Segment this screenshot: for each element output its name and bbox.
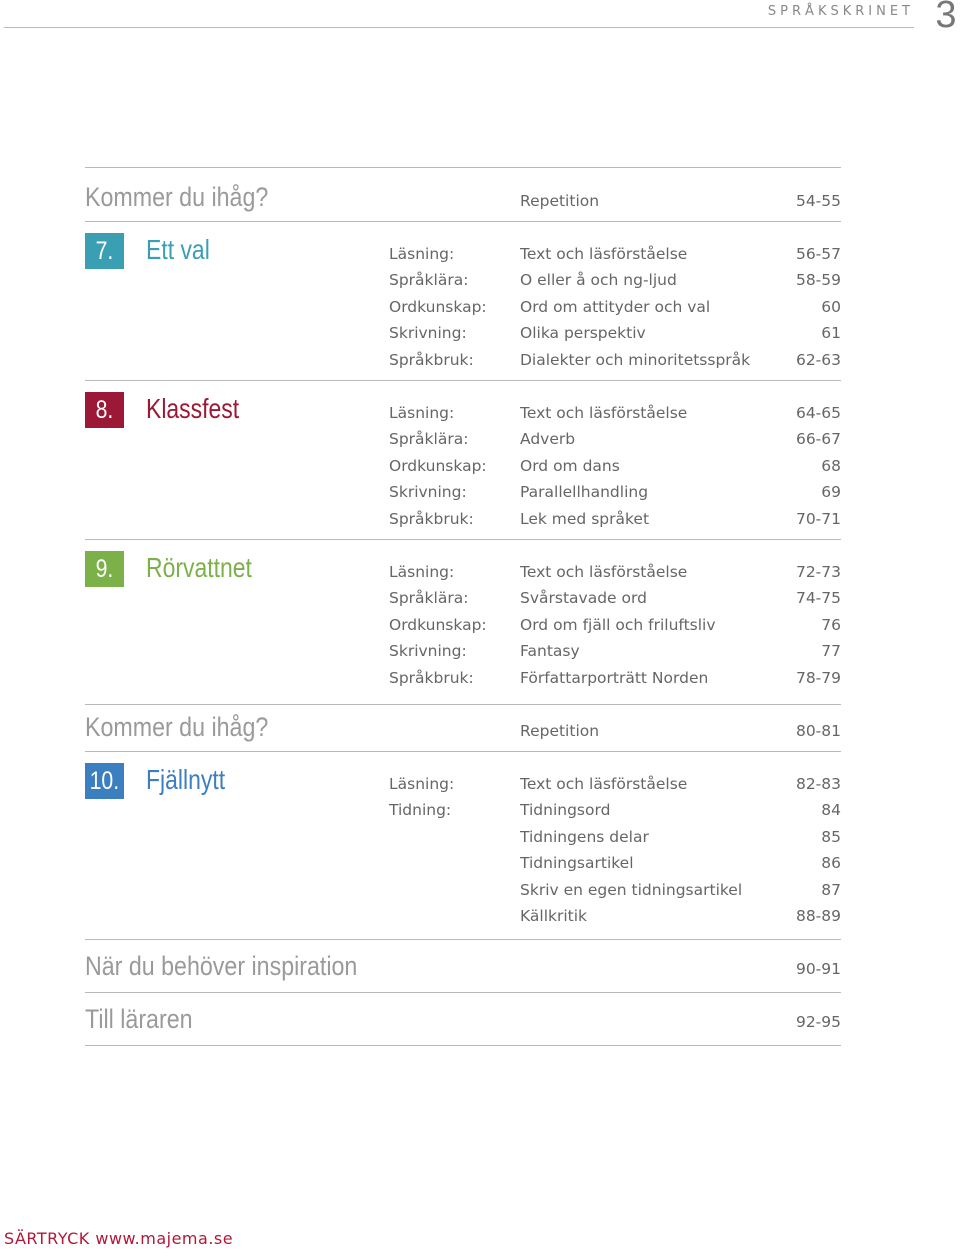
toc-category: Ordkunskap: (389, 457, 487, 475)
toc-topic: Källkritik (520, 907, 588, 925)
toc-category: Språklära: (389, 430, 469, 448)
divider-rule (85, 751, 841, 752)
toc-row (0, 298, 960, 324)
running-title: SPRÅKSKRINET (767, 4, 914, 19)
toc-pages: 64-65 (795, 404, 841, 422)
toc-pages: 68 (821, 457, 841, 475)
toc-row (0, 563, 960, 589)
toc-topic: O eller å och ng-ljud (520, 271, 677, 289)
toc-pages: 54-55 (795, 192, 841, 210)
section-heading: Till läraren (85, 1004, 193, 1034)
toc-topic: Ord om attityder och val (520, 298, 711, 316)
toc-topic: Svårstavade ord (520, 589, 647, 607)
divider-rule (85, 221, 841, 222)
divider-rule (85, 939, 841, 940)
toc-category: Läsning: (389, 775, 455, 793)
toc-row (0, 404, 960, 430)
toc-category: Läsning: (389, 245, 455, 263)
toc-topic: Parallellhandling (520, 483, 649, 501)
toc-row (0, 245, 960, 271)
toc-row (0, 722, 960, 748)
toc-pages: 56-57 (795, 245, 841, 263)
toc-pages: 84 (821, 801, 841, 819)
toc-pages: 62-63 (795, 351, 841, 369)
toc-topic: Dialekter och minoritetsspråk (520, 351, 751, 369)
toc-topic: Adverb (520, 430, 576, 448)
review-heading: Kommer du ihåg? (85, 712, 269, 742)
toc-row (0, 510, 960, 536)
toc-row (0, 960, 960, 986)
toc-topic: Repetition (520, 722, 600, 740)
toc-topic: Olika perspektiv (520, 324, 646, 342)
toc-pages: 72-73 (795, 563, 841, 581)
divider-rule (85, 992, 841, 993)
toc-pages: 58-59 (795, 271, 841, 289)
toc-pages: 76 (821, 616, 841, 634)
toc-pages: 69 (821, 483, 841, 501)
footer-label: SÄRTRYCK www.majema.se (4, 1229, 234, 1248)
toc-topic: Tidningsord (520, 801, 611, 819)
toc-category: Språklära: (389, 589, 469, 607)
toc-topic: Text och läsförståelse (520, 245, 688, 263)
toc-topic: Text och läsförståelse (520, 404, 688, 422)
toc-pages: 70-71 (795, 510, 841, 528)
chapter-number-badge: 7. (85, 233, 124, 269)
toc-topic: Tidningens delar (520, 828, 649, 846)
toc-row (0, 907, 960, 933)
toc-topic: Ord om dans (520, 457, 620, 475)
toc-category: Tidning: (389, 801, 452, 819)
toc-row (0, 324, 960, 350)
page-number: 3 (935, 0, 957, 36)
toc-row (0, 430, 960, 456)
toc-category: Språklära: (389, 271, 469, 289)
chapter-number-badge: 8. (85, 392, 124, 428)
toc-row (0, 642, 960, 668)
toc-topic: Text och läsförståelse (520, 563, 688, 581)
toc-row (0, 775, 960, 801)
toc-category: Läsning: (389, 563, 455, 581)
toc-pages: 77 (821, 642, 841, 660)
toc-row (0, 854, 960, 880)
toc-pages: 74-75 (795, 589, 841, 607)
toc-category: Språkbruk: (389, 510, 474, 528)
toc-pages: 88-89 (795, 907, 841, 925)
toc-pages: 66-67 (795, 430, 841, 448)
toc-pages: 90-91 (795, 960, 841, 978)
toc-topic: Skriv en egen tidningsartikel (520, 881, 743, 899)
toc-row (0, 457, 960, 483)
toc-topic: Tidningsartikel (520, 854, 634, 872)
toc-row (0, 483, 960, 509)
chapter-number-badge: 10. (85, 763, 124, 799)
toc-category: Ordkunskap: (389, 298, 487, 316)
chapter-title: Ett val (146, 234, 210, 265)
toc-topic: Författarporträtt Norden (520, 669, 709, 687)
toc-topic: Lek med språket (520, 510, 650, 528)
toc-row (0, 828, 960, 854)
toc-category: Ordkunskap: (389, 616, 487, 634)
toc-pages: 78-79 (795, 669, 841, 687)
toc-row (0, 192, 960, 218)
chapter-title: Rörvattnet (146, 552, 252, 583)
toc-row (0, 589, 960, 615)
toc-row (0, 1013, 960, 1039)
toc-row (0, 616, 960, 642)
divider-rule (85, 380, 841, 381)
toc-category: Skrivning: (389, 324, 467, 342)
toc-pages: 61 (821, 324, 841, 342)
toc-row (0, 271, 960, 297)
toc-pages: 80-81 (795, 722, 841, 740)
toc-topic: Text och läsförståelse (520, 775, 688, 793)
divider-rule (85, 704, 841, 705)
header-rule (4, 27, 914, 28)
toc-pages: 92-95 (795, 1013, 841, 1031)
review-heading: Kommer du ihåg? (85, 182, 269, 212)
toc-row (0, 351, 960, 377)
divider-rule (85, 539, 841, 540)
toc-category: Skrivning: (389, 642, 467, 660)
divider-rule (85, 1045, 841, 1046)
chapter-title: Fjällnytt (146, 764, 226, 795)
toc-row (0, 881, 960, 907)
toc-pages: 86 (821, 854, 841, 872)
running-head (0, 0, 960, 40)
toc-category: Skrivning: (389, 483, 467, 501)
toc-topic: Repetition (520, 192, 600, 210)
toc-row (0, 801, 960, 827)
toc-topic: Ord om fjäll och friluftsliv (520, 616, 716, 634)
toc-topic: Fantasy (520, 642, 580, 660)
toc-category: Språkbruk: (389, 669, 474, 687)
divider-rule (85, 167, 841, 168)
toc-category: Språkbruk: (389, 351, 474, 369)
toc-pages: 60 (821, 298, 841, 316)
toc-pages: 87 (821, 881, 841, 899)
section-heading: När du behöver inspiration (85, 951, 358, 981)
toc-category: Läsning: (389, 404, 455, 422)
toc-pages: 85 (821, 828, 841, 846)
toc-row (0, 669, 960, 695)
chapter-title: Klassfest (146, 393, 240, 424)
toc-pages: 82-83 (795, 775, 841, 793)
chapter-number-badge: 9. (85, 551, 124, 587)
